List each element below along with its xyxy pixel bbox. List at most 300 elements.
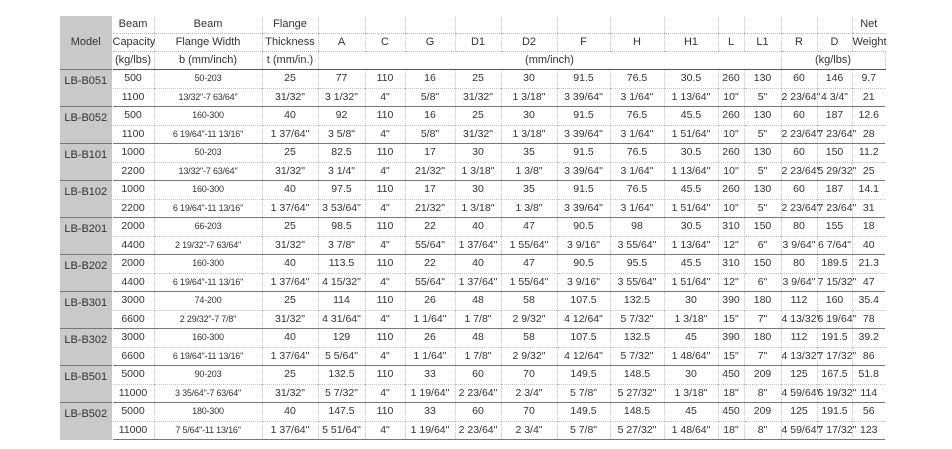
table-cell: 16 [405,107,455,126]
table-cell: 6 19/64"-11 13/16" [154,199,262,218]
table-row [60,292,885,311]
table-cell: 91.5 [557,144,610,163]
table-cell: 110 [365,366,405,385]
table-cell: 3 1/32" [318,88,365,107]
table-cell: 50-203 [154,70,262,89]
col-header-a: A [318,34,365,52]
table-cell: 5/8" [405,125,455,144]
table-cell: 50-203 [154,144,262,163]
table-cell: 7 5/64"-11 13/16" [154,421,262,440]
table-cell: 130 [744,144,781,163]
table-cell: 167.5 [817,366,852,385]
table-cell: 4 31/64" [318,310,365,329]
table-cell: 130 [744,70,781,89]
col-header-r: R [781,34,817,52]
table-cell: 2200 [112,162,154,181]
table-cell: 160 [817,292,852,311]
table-cell: 8" [744,421,781,440]
table-cell: 91.5 [557,181,610,200]
table-cell: 98.5 [318,218,365,237]
table-cell: 30.5 [664,218,718,237]
table-cell: 47 [501,255,557,274]
table-cell: 76.5 [610,107,664,126]
table-cell: 91.5 [557,70,610,89]
model-cell: LB-B202 [60,255,112,292]
table-cell: 130 [744,107,781,126]
table-cell: 5" [744,125,781,144]
table-cell: 40 [262,329,318,348]
table-cell: 98 [610,218,664,237]
table-cell: 110 [365,107,405,126]
table-cell: 10" [718,199,744,218]
table-cell: 5 5/64" [318,347,365,366]
table-cell: 500 [112,70,154,89]
col-header-h: H [610,34,664,52]
table-cell: 3 9/64" [781,273,817,292]
table-cell: 31/32" [262,236,318,255]
table-cell: 4" [365,421,405,440]
table-cell: 209 [744,403,781,422]
table-cell: 77 [318,70,365,89]
table-cell: 35 [501,144,557,163]
table-cell: 16 [405,70,455,89]
table-cell: 14.1 [852,181,885,200]
table-cell: 1 3/8" [501,199,557,218]
table-cell: 2 19/32"-7 63/64" [154,236,262,255]
header-row-3 [60,52,885,70]
table-cell: 3 39/64" [557,125,610,144]
table-cell: 450 [718,366,744,385]
table-cell: 160-300 [154,255,262,274]
table-cell: 130 [744,181,781,200]
table-cell: 45.5 [664,107,718,126]
table-cell: 70 [501,403,557,422]
table-cell: 3 39/64" [557,162,610,181]
table-cell: 13/32"-7 63/64" [154,88,262,107]
table-cell: 76.5 [610,70,664,89]
table-cell: 31 [852,199,885,218]
table-cell: 5000 [112,403,154,422]
table-cell: 4" [365,162,405,181]
model-cell: LB-B502 [60,403,112,440]
table-cell: 4" [365,199,405,218]
table-cell: 30 [455,181,501,200]
table-cell: 31/32" [262,162,318,181]
table-cell: 160-300 [154,181,262,200]
capacity-header-line1: Beam [112,16,154,34]
table-cell: 3 39/64" [557,88,610,107]
table-cell: 95.5 [610,255,664,274]
table-cell: 40 [262,107,318,126]
table-row [60,162,885,181]
table-row [60,107,885,126]
table-cell: 180 [744,292,781,311]
table-cell: 25 [262,144,318,163]
table-cell: 260 [718,107,744,126]
table-row [60,70,885,89]
table-cell: 39.2 [852,329,885,348]
table-cell: 90.5 [557,218,610,237]
table-cell: 1 37/64" [455,236,501,255]
table-body [60,70,885,440]
table-cell: 1 48/64" [664,421,718,440]
table-cell: 90.5 [557,255,610,274]
table-cell: 91.5 [557,107,610,126]
table-cell: 82.5 [318,144,365,163]
table-cell: 5" [744,162,781,181]
header-row-2 [60,34,885,52]
table-cell: 58 [501,329,557,348]
table-cell: 55/64" [405,273,455,292]
table-cell: 112 [781,329,817,348]
table-cell: 70 [501,366,557,385]
table-cell: 8" [744,384,781,403]
table-cell: 2 3/4" [501,421,557,440]
table-cell: 1 13/64" [664,162,718,181]
table-cell: 6 19/64" [817,310,852,329]
table-cell: 35 [501,181,557,200]
table-cell: 110 [365,403,405,422]
table-cell: 1 7/8" [455,310,501,329]
table-cell: 6600 [112,347,154,366]
table-cell: 3 9/64" [781,236,817,255]
table-cell: 3 39/64" [557,199,610,218]
table-row [60,125,885,144]
table-cell: 3 1/64" [610,162,664,181]
table-cell: 1 37/64" [262,421,318,440]
model-header: Model [60,16,112,70]
table-cell: 10" [718,162,744,181]
table-cell: 2 9/32" [501,310,557,329]
table-cell: 110 [365,218,405,237]
table-cell: 6 19/64"-11 13/16" [154,125,262,144]
flange-width-unit: b (mm/inch) [154,52,262,70]
table-cell: 31/32" [262,384,318,403]
table-cell: 180 [744,329,781,348]
table-cell: 2 23/64" [781,88,817,107]
table-cell: 92 [318,107,365,126]
table-cell: 500 [112,107,154,126]
table-cell: 148.5 [610,366,664,385]
table-cell: 56 [852,403,885,422]
table-cell: 9.7 [852,70,885,89]
table-cell: 5 7/8" [557,384,610,403]
table-cell: 2 23/64" [455,384,501,403]
table-cell: 125 [781,403,817,422]
table-cell: 6 19/64"-11 13/16" [154,273,262,292]
table-cell: 123 [852,421,885,440]
table-cell: 3 55/64" [610,236,664,255]
table-row [60,218,885,237]
table-cell: 260 [718,144,744,163]
table-cell: 132.5 [610,292,664,311]
table-cell: 187 [817,107,852,126]
table-cell: 129 [318,329,365,348]
table-cell: 1 51/64" [664,199,718,218]
table-cell: 25 [455,107,501,126]
table-cell: 60 [781,70,817,89]
col-header-d: D [817,34,852,52]
model-cell: LB-B052 [60,107,112,144]
net-weight-header-line2: Weight [852,34,885,52]
table-cell: 2 23/64" [455,421,501,440]
table-cell: 3 53/64" [318,199,365,218]
table-cell: 390 [718,329,744,348]
table-cell: 4" [365,347,405,366]
model-cell: LB-B302 [60,329,112,366]
table-cell: 7" [744,347,781,366]
table-cell: 4 15/32" [318,273,365,292]
table-cell: 5" [744,88,781,107]
table-cell: 150 [744,218,781,237]
col-header-c: C [365,34,405,52]
table-cell: 25 [262,218,318,237]
table-cell: 40 [852,236,885,255]
table-cell: 7" [744,310,781,329]
table-cell: 4" [365,125,405,144]
table-cell: 146 [817,70,852,89]
table-cell: 6 19/32" [817,384,852,403]
table-cell: 21/32" [405,162,455,181]
table-cell: 191.5 [817,403,852,422]
col-header-f: F [557,34,610,52]
table-cell: 110 [365,144,405,163]
table-cell: 149.5 [557,366,610,385]
table-cell: 3 5/8" [318,125,365,144]
table-cell: 5 29/32" [817,162,852,181]
table-cell: 5 7/32" [610,310,664,329]
table-cell: 2 23/64" [781,199,817,218]
col-header-g: G [405,34,455,52]
table-cell: 18 [852,218,885,237]
table-row [60,236,885,255]
model-cell: LB-B301 [60,292,112,329]
table-cell: 7 23/64" [817,125,852,144]
table-cell: 7 23/64" [817,199,852,218]
table-cell: 2 23/64" [781,125,817,144]
table-cell: 1 7/8" [455,347,501,366]
table-cell: 97.5 [318,181,365,200]
table-cell: 1 13/64" [664,236,718,255]
table-cell: 2200 [112,199,154,218]
table-cell: 26 [405,329,455,348]
table-cell: 1000 [112,144,154,163]
table-cell: 25 [262,366,318,385]
table-cell: 76.5 [610,181,664,200]
table-cell: 5000 [112,366,154,385]
table-cell: 7 17/32" [817,421,852,440]
col-header-l1: L1 [744,34,781,52]
table-cell: 4" [365,236,405,255]
table-row [60,366,885,385]
table-cell: 15" [718,310,744,329]
table-cell: 47 [501,218,557,237]
table-row [60,384,885,403]
table-cell: 112 [781,292,817,311]
table-cell: 5" [744,199,781,218]
table-cell: 60 [781,181,817,200]
table-cell: 132.5 [318,366,365,385]
table-cell: 6600 [112,310,154,329]
model-cell: LB-B201 [60,218,112,255]
table-row [60,421,885,440]
table-cell: 3 35/64"-7 63/64" [154,384,262,403]
flange-thickness-header-line1: Flange [262,16,318,34]
table-cell: 149.5 [557,403,610,422]
table-cell: 114 [852,384,885,403]
table-cell: 80 [781,255,817,274]
table-cell: 12.6 [852,107,885,126]
table-cell: 11000 [112,421,154,440]
table-cell: 66-203 [154,218,262,237]
table-cell: 4" [365,310,405,329]
model-cell: LB-B051 [60,70,112,107]
table-cell: 2 23/64" [781,162,817,181]
table-cell: 148.5 [610,403,664,422]
table-cell: 1 3/18" [501,88,557,107]
table-cell: 90-203 [154,366,262,385]
table-cell: 1 1/64" [405,310,455,329]
table-cell: 60 [781,144,817,163]
table-cell: 60 [455,366,501,385]
table-cell: 78 [852,310,885,329]
table-cell: 1 1/64" [405,347,455,366]
table-cell: 13/32"-7 63/64" [154,162,262,181]
table-cell: 160-300 [154,107,262,126]
table-cell: 110 [365,181,405,200]
table-cell: 310 [718,218,744,237]
table-cell: 209 [744,366,781,385]
table-row [60,199,885,218]
table-cell: 4 13/32" [781,310,817,329]
table-cell: 1 37/64" [262,273,318,292]
flange-width-header-line2: Flange Width [154,34,262,52]
table-cell: 5 7/32" [610,347,664,366]
table-cell: 1 13/64" [664,88,718,107]
table-cell: 55/64" [405,236,455,255]
table-cell: 110 [365,70,405,89]
table-cell: 5 51/64" [318,421,365,440]
table-cell: 31/32" [262,88,318,107]
table-cell: 1 51/64" [664,273,718,292]
table-cell: 125 [781,366,817,385]
table-cell: 7 15/32" [817,273,852,292]
table-cell: 160-300 [154,329,262,348]
table-cell: 17 [405,181,455,200]
table-cell: 4 13/32" [781,347,817,366]
table-cell: 45.5 [664,181,718,200]
flange-width-header-line1: Beam [154,16,262,34]
table-cell: 5 27/32" [610,421,664,440]
model-cell: LB-B501 [60,366,112,403]
table-cell: 6 7/64" [817,236,852,255]
table-cell: 114 [318,292,365,311]
table-cell: 1 3/18" [664,384,718,403]
table-cell: 22 [405,218,455,237]
table-cell: 1 55/64" [501,273,557,292]
table-cell: 4 59/64" [781,384,817,403]
table-cell: 21 [852,88,885,107]
table-cell: 58 [501,292,557,311]
table-cell: 7 17/32" [817,347,852,366]
table-cell: 30 [455,144,501,163]
table-cell: 40 [262,181,318,200]
table-cell: 33 [405,403,455,422]
table-cell: 25 [262,292,318,311]
table-cell: 3000 [112,329,154,348]
table-cell: 107.5 [557,329,610,348]
table-cell: 28 [852,125,885,144]
table-cell: 45.5 [664,255,718,274]
table-cell: 3 1/64" [610,88,664,107]
table-cell: 10" [718,125,744,144]
table-cell: 6" [744,236,781,255]
table-cell: 30 [501,70,557,89]
table-cell: 1 37/64" [262,125,318,144]
table-row [60,144,885,163]
table-cell: 3 1/64" [610,125,664,144]
table-cell: 2 29/32"-7 7/8" [154,310,262,329]
table-cell: 3000 [112,292,154,311]
table-cell: 2000 [112,218,154,237]
table-cell: 40 [262,403,318,422]
table-cell: 48 [455,292,501,311]
table-row [60,403,885,422]
table-cell: 60 [455,403,501,422]
table-cell: 1 19/64" [405,384,455,403]
table-cell: 1000 [112,181,154,200]
table-cell: 11.2 [852,144,885,163]
table-cell: 110 [365,255,405,274]
table-cell: 6 19/64"-11 13/16" [154,347,262,366]
weight-unit: (kg/lbs) [781,52,885,70]
table-cell: 310 [718,255,744,274]
capacity-unit: (kg/lbs) [112,52,154,70]
table-cell: 150 [817,144,852,163]
table-cell: 35.4 [852,292,885,311]
net-weight-header-line1: Net [852,16,885,34]
table-cell: 45 [664,403,718,422]
table-cell: 30 [664,292,718,311]
table-cell: 1 3/18" [664,310,718,329]
table-cell: 4" [365,273,405,292]
table-cell: 12" [718,273,744,292]
table-cell: 2000 [112,255,154,274]
table-cell: 51.8 [852,366,885,385]
table-cell: 25 [455,70,501,89]
table-cell: 1 19/64" [405,421,455,440]
flange-thickness-header-line2: Thickness [262,34,318,52]
table-cell: 12" [718,236,744,255]
table-cell: 5 27/32" [610,384,664,403]
table-cell: 11000 [112,384,154,403]
table-cell: 113.5 [318,255,365,274]
table-cell: 86 [852,347,885,366]
table-cell: 3 7/8" [318,236,365,255]
table-cell: 2 9/32" [501,347,557,366]
table-cell: 4 59/64" [781,421,817,440]
table-cell: 30.5 [664,70,718,89]
table-cell: 31/32" [455,88,501,107]
table-cell: 4400 [112,236,154,255]
table-cell: 21.3 [852,255,885,274]
table-cell: 21/32" [405,199,455,218]
table-cell: 80 [781,218,817,237]
table-cell: 40 [262,255,318,274]
table-cell: 47 [852,273,885,292]
table-cell: 74-200 [154,292,262,311]
table-cell: 180-300 [154,403,262,422]
